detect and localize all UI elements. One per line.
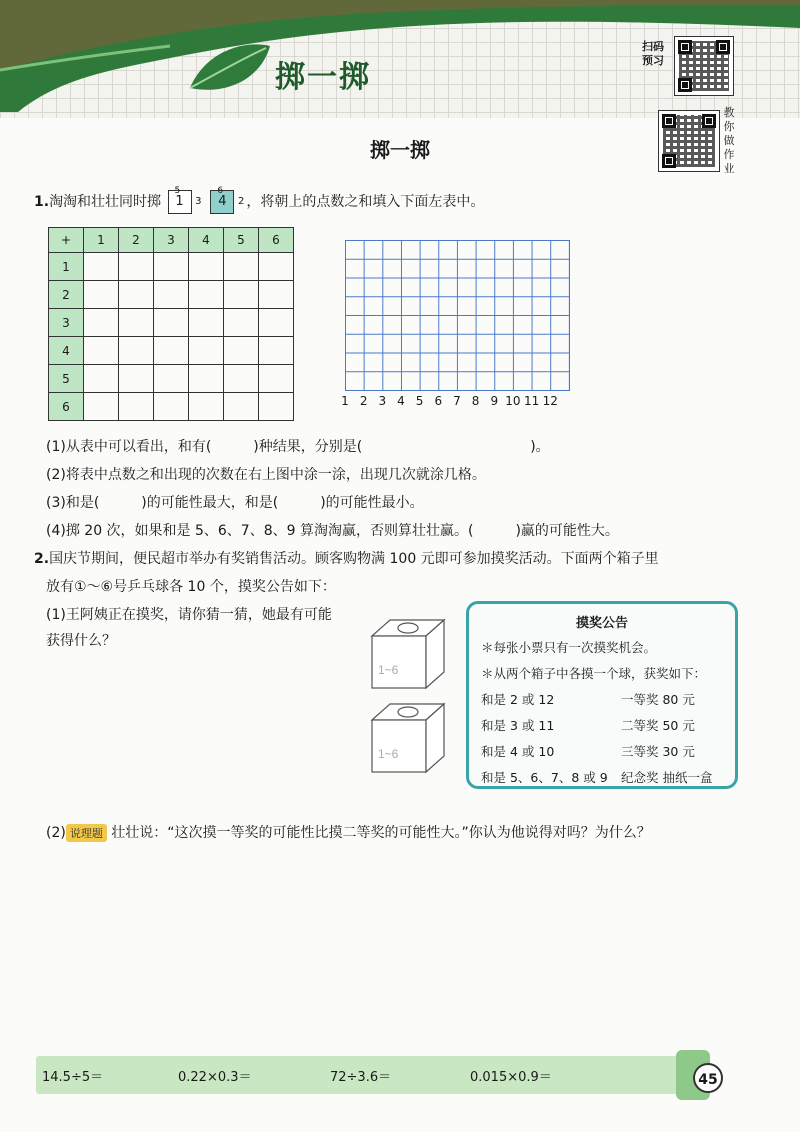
table-cell[interactable] <box>119 393 154 421</box>
column-header: 3 <box>154 228 189 253</box>
row-header: 3 <box>49 309 84 337</box>
table-cell[interactable] <box>259 309 294 337</box>
box-1-label: 1~6 <box>378 663 399 677</box>
q2-sub-1: (1)王阿姨正在摸奖，请你猜一猜，她最有可能 <box>46 607 332 623</box>
table-cell[interactable] <box>259 365 294 393</box>
table-cell[interactable] <box>259 281 294 309</box>
table-cell[interactable] <box>259 393 294 421</box>
grid-x-label: 4 <box>397 394 405 408</box>
table-cell[interactable] <box>84 253 119 281</box>
table-corner: + <box>49 228 84 253</box>
prize-amount: 纪念奖 抽纸一盒 <box>621 770 713 785</box>
qr-code-icon[interactable] <box>674 36 734 96</box>
reasoning-tag: 说理题 <box>66 824 107 842</box>
table-cell[interactable] <box>189 253 224 281</box>
table-cell[interactable] <box>224 281 259 309</box>
grid-x-label: 10 <box>505 394 521 408</box>
prize-amount: 三等奖 30 元 <box>621 744 695 759</box>
grid-x-label: 7 <box>453 394 461 408</box>
column-header: 2 <box>119 228 154 253</box>
column-header: 4 <box>189 228 224 253</box>
row-header: 1 <box>49 253 84 281</box>
homework-help-label: 教 你 做 作 业 <box>723 106 735 175</box>
row-header: 6 <box>49 393 84 421</box>
table-cell[interactable] <box>154 365 189 393</box>
prize-notice <box>466 601 738 789</box>
grid-x-label: 12 <box>542 394 558 408</box>
calc-item: 0.015×0.9＝ <box>470 1070 552 1085</box>
table-cell[interactable] <box>119 253 154 281</box>
question-1: 1.淘淘和壮壮同时掷 1 5 3 4 6 2 ，将朝上的点数之和填入下面左表中。 <box>34 190 484 214</box>
table-cell[interactable] <box>119 281 154 309</box>
calc-item: 0.22×0.3＝ <box>178 1070 252 1085</box>
calc-item: 14.5÷5＝ <box>42 1070 104 1085</box>
notice-rule: ＊从两个箱子中各摸一个球，获奖如下： <box>481 666 707 681</box>
grid-x-label: 3 <box>378 394 387 408</box>
q1-sub-2: (2)将表中点数之和出现的次数在右上图中涂一涂，出现几次就涂几格。 <box>46 467 486 483</box>
page-number: 45 <box>693 1063 723 1093</box>
table-cell[interactable] <box>224 365 259 393</box>
table-cell[interactable] <box>154 253 189 281</box>
prize-condition: 和是 4 或 10 <box>481 744 555 759</box>
row-header: 5 <box>49 365 84 393</box>
grid-x-label: 5 <box>415 394 424 408</box>
table-cell[interactable] <box>259 253 294 281</box>
table-cell[interactable] <box>189 281 224 309</box>
column-header: 1 <box>84 228 119 253</box>
grid-x-label: 1 <box>341 394 349 408</box>
table-cell[interactable] <box>224 309 259 337</box>
column-header: 5 <box>224 228 259 253</box>
leaf-icon <box>186 40 272 96</box>
prize-amount: 二等奖 50 元 <box>621 718 695 733</box>
notice-rule: ＊每张小票只有一次摸奖机会。 <box>481 640 657 655</box>
prize-condition: 和是 3 或 11 <box>481 718 555 733</box>
grid-x-label: 2 <box>359 394 368 408</box>
prize-condition: 和是 2 或 12 <box>481 692 555 707</box>
table-cell[interactable] <box>224 253 259 281</box>
q1-sub-3: (3)和是( )的可能性最大，和是( )的可能性最小。 <box>46 495 424 511</box>
tally-grid[interactable] <box>345 240 570 391</box>
q1-sub-4: (4)掷 20 次，如果和是 5、6、7、8、9 算淘淘赢，否则算壮壮赢。( )赢的可能性大。 <box>46 523 619 539</box>
grid-x-label: 9 <box>490 394 499 408</box>
grid-x-label: 8 <box>471 394 480 408</box>
table-cell[interactable] <box>84 309 119 337</box>
table-cell[interactable] <box>154 337 189 365</box>
table-cell[interactable] <box>189 393 224 421</box>
section-title: 掷一掷 <box>275 60 371 95</box>
table-cell[interactable] <box>189 309 224 337</box>
grid-x-label: 11 <box>523 394 540 408</box>
table-cell[interactable] <box>119 337 154 365</box>
table-cell[interactable] <box>154 393 189 421</box>
table-cell[interactable] <box>84 365 119 393</box>
calc-item: 72÷3.6＝ <box>330 1070 392 1085</box>
table-cell[interactable] <box>259 337 294 365</box>
table-cell[interactable] <box>189 337 224 365</box>
table-cell[interactable] <box>119 309 154 337</box>
table-cell[interactable] <box>84 393 119 421</box>
header-banner <box>0 0 800 118</box>
column-header: 6 <box>259 228 294 253</box>
q2-sub-2: (2) 说理题 壮壮说：“这次摸一等奖的可能性比摸二等奖的可能性大。”你认为他说得对吗？为什么？ <box>46 825 651 841</box>
question-2: 2.国庆节期间，便民超市举办有奖销售活动。顾客购物满 100 元即可参加摸奖活动。下面两个箱子里 <box>34 551 659 567</box>
table-cell[interactable] <box>189 365 224 393</box>
table-cell[interactable] <box>224 393 259 421</box>
die-icon: 1 5 3 <box>168 190 192 214</box>
prize-amount: 一等奖 80 元 <box>621 692 695 707</box>
box-2-label: 1~6 <box>378 747 399 761</box>
q2-sub-1-cont: 获得什么？ <box>46 633 116 649</box>
grid-x-label: 6 <box>434 394 443 408</box>
table-cell[interactable] <box>154 281 189 309</box>
question-2-line-2: 放有①～⑥号乒乓球各 10 个，摸奖公告如下： <box>46 579 336 595</box>
q1-sub-1: (1)从表中可以看出，和有( )种结果，分别是( )。 <box>46 439 550 455</box>
page-title: 掷一掷 <box>370 138 430 162</box>
answer-area[interactable] <box>46 850 746 1040</box>
table-cell[interactable] <box>154 309 189 337</box>
table-cell[interactable] <box>84 337 119 365</box>
table-cell[interactable] <box>84 281 119 309</box>
scan-preview-label: 扫码 预习 <box>642 40 664 67</box>
row-header: 2 <box>49 281 84 309</box>
addition-table <box>48 227 294 421</box>
table-cell[interactable] <box>119 365 154 393</box>
die-icon: 4 6 2 <box>210 190 234 214</box>
prize-condition: 和是 5、6、7、8 或 9 <box>481 770 608 785</box>
ball-boxes-illustration <box>366 616 462 776</box>
table-cell[interactable] <box>224 337 259 365</box>
row-header: 4 <box>49 337 84 365</box>
notice-title: 摸奖公告 <box>575 616 628 631</box>
